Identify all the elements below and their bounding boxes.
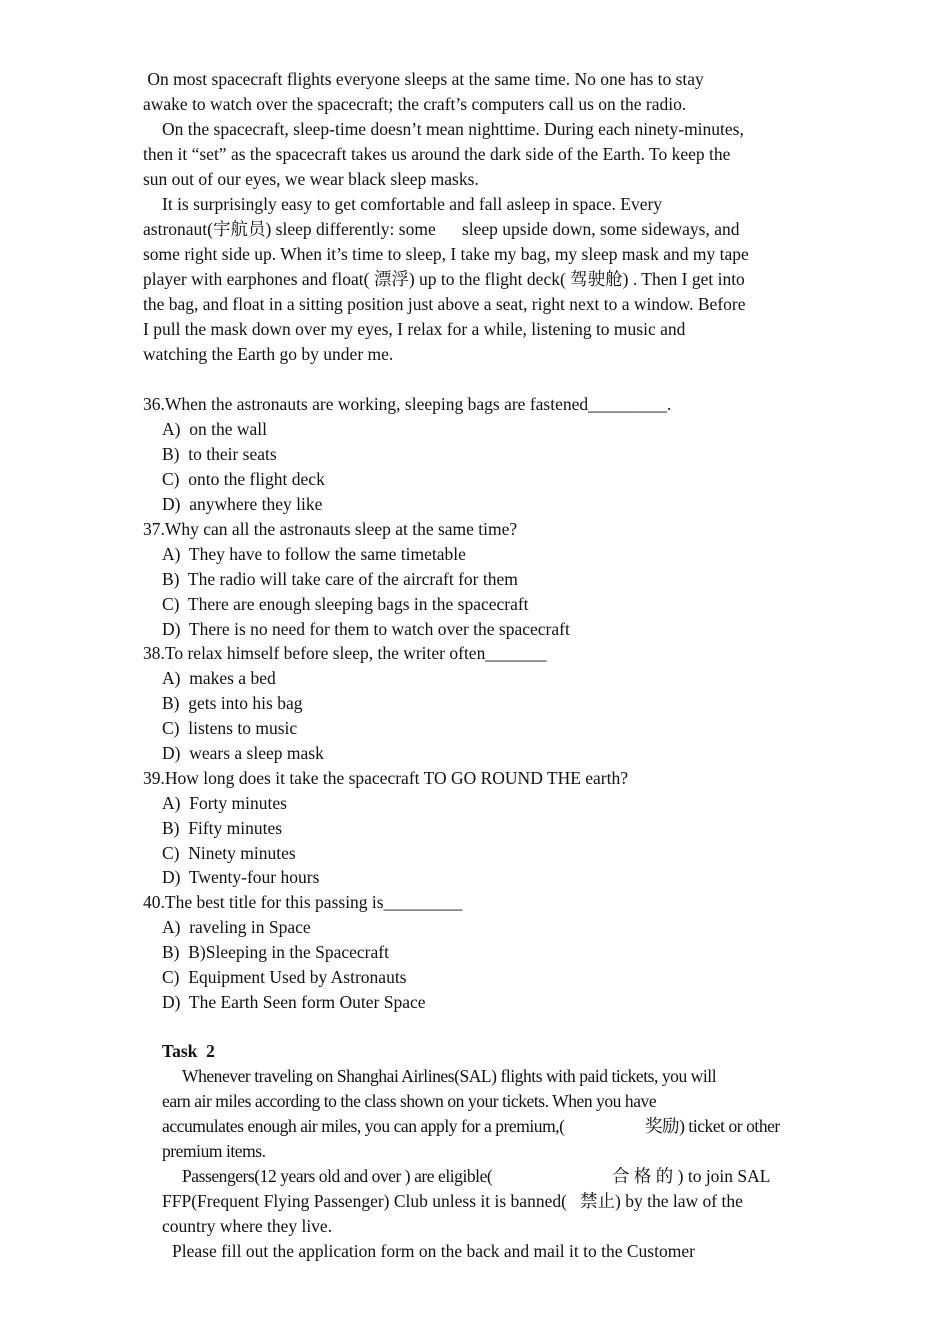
- task-2-line: Please fill out the application form on the back and mail it to the Customer: [172, 1241, 695, 1261]
- answer-option: D) There is no need for them to watch over the spacecraft: [162, 619, 570, 639]
- answer-option: C) onto the flight deck: [162, 469, 325, 489]
- task-2-line: FFP(Frequent Flying Passenger) Club unless it is banned( 禁止) by the law of the: [162, 1191, 743, 1211]
- answer-option: A) makes a bed: [162, 668, 276, 688]
- passage-line: On most spacecraft flights everyone sleeps at the same time. No one has to stay: [143, 69, 704, 89]
- answer-option: A) raveling in Space: [162, 917, 311, 937]
- answer-option: D) wears a sleep mask: [162, 743, 324, 763]
- passage-line: some right side up. When it’s time to sleep, I take my bag, my sleep mask and my tape: [143, 244, 749, 264]
- answer-option: D) The Earth Seen form Outer Space: [162, 992, 426, 1012]
- answer-option: A) on the wall: [162, 419, 267, 439]
- task-2-line: earn air miles according to the class shown on your tickets. When you have: [162, 1091, 657, 1111]
- question-stem: 38.To relax himself before sleep, the writer often_______: [143, 643, 547, 663]
- question-stem: 40.The best title for this passing is_________: [143, 892, 463, 912]
- passage-line: the bag, and float in a sitting position just above a seat, right next to a window. Before: [143, 294, 746, 314]
- answer-option: C) There are enough sleeping bags in the spacecraft: [162, 594, 529, 614]
- task-2-line: Whenever traveling on Shanghai Airlines(SAL) flights with paid tickets, you will: [182, 1066, 717, 1086]
- task-2-line: country where they live.: [162, 1216, 333, 1236]
- passage-line: It is surprisingly easy to get comfortable and fall asleep in space. Every: [162, 194, 663, 214]
- answer-option: B) The radio will take care of the aircraft for them: [162, 569, 518, 589]
- answer-option: B) Fifty minutes: [162, 818, 283, 838]
- answer-option: C) Equipment Used by Astronauts: [162, 967, 407, 987]
- passage-line: player with earphones and float( 漂浮) up to the flight deck( 驾驶舱) . Then I get into: [143, 269, 745, 289]
- passage-line: sun out of our eyes, we wear black sleep masks.: [143, 169, 479, 189]
- answer-option: A) Forty minutes: [162, 793, 287, 813]
- passage-line: then it “set” as the spacecraft takes us around the dark side of the Earth. To keep the: [143, 144, 731, 164]
- answer-option: B) gets into his bag: [162, 693, 303, 713]
- passage-line: I pull the mask down over my eyes, I relax for a while, listening to music and: [143, 319, 686, 339]
- task-2-line: premium items.: [162, 1141, 266, 1161]
- answer-option: B) to their seats: [162, 444, 277, 464]
- answer-option: D) anywhere they like: [162, 494, 323, 514]
- passage-line: On the spacecraft, sleep-time doesn’t mean nighttime. During each ninety-minutes,: [162, 119, 744, 139]
- passage-line: watching the Earth go by under me.: [143, 344, 394, 364]
- question-stem: 37.Why can all the astronauts sleep at the same time?: [143, 519, 518, 539]
- question-stem: 39.How long does it take the spacecraft TO GO ROUND THE earth?: [143, 768, 629, 788]
- question-stem: 36.When the astronauts are working, sleeping bags are fastened_________.: [143, 394, 672, 414]
- answer-option: A) They have to follow the same timetable: [162, 544, 466, 564]
- task-2-line: accumulates enough air miles, you can apply for a premium,(: [162, 1116, 565, 1136]
- answer-option: D) Twenty-four hours: [162, 867, 320, 887]
- answer-option: C) listens to music: [162, 718, 298, 738]
- task-2-line: Passengers(12 years old and over ) are eligible(: [182, 1166, 493, 1186]
- answer-option: C) Ninety minutes: [162, 843, 296, 863]
- passage-line: awake to watch over the spacecraft; the craft’s computers call us on the radio.: [143, 94, 687, 114]
- passage-line: astronaut(宇航员) sleep differently: some sleep upside down, some sideways, and: [143, 219, 740, 239]
- task-2-line: 合 格 的 ) to join SAL: [612, 1166, 771, 1186]
- answer-option: B) B)Sleeping in the Spacecraft: [162, 942, 389, 962]
- section-heading: Task 2: [162, 1041, 215, 1061]
- task-2-line: 奖励) ticket or other: [645, 1116, 780, 1136]
